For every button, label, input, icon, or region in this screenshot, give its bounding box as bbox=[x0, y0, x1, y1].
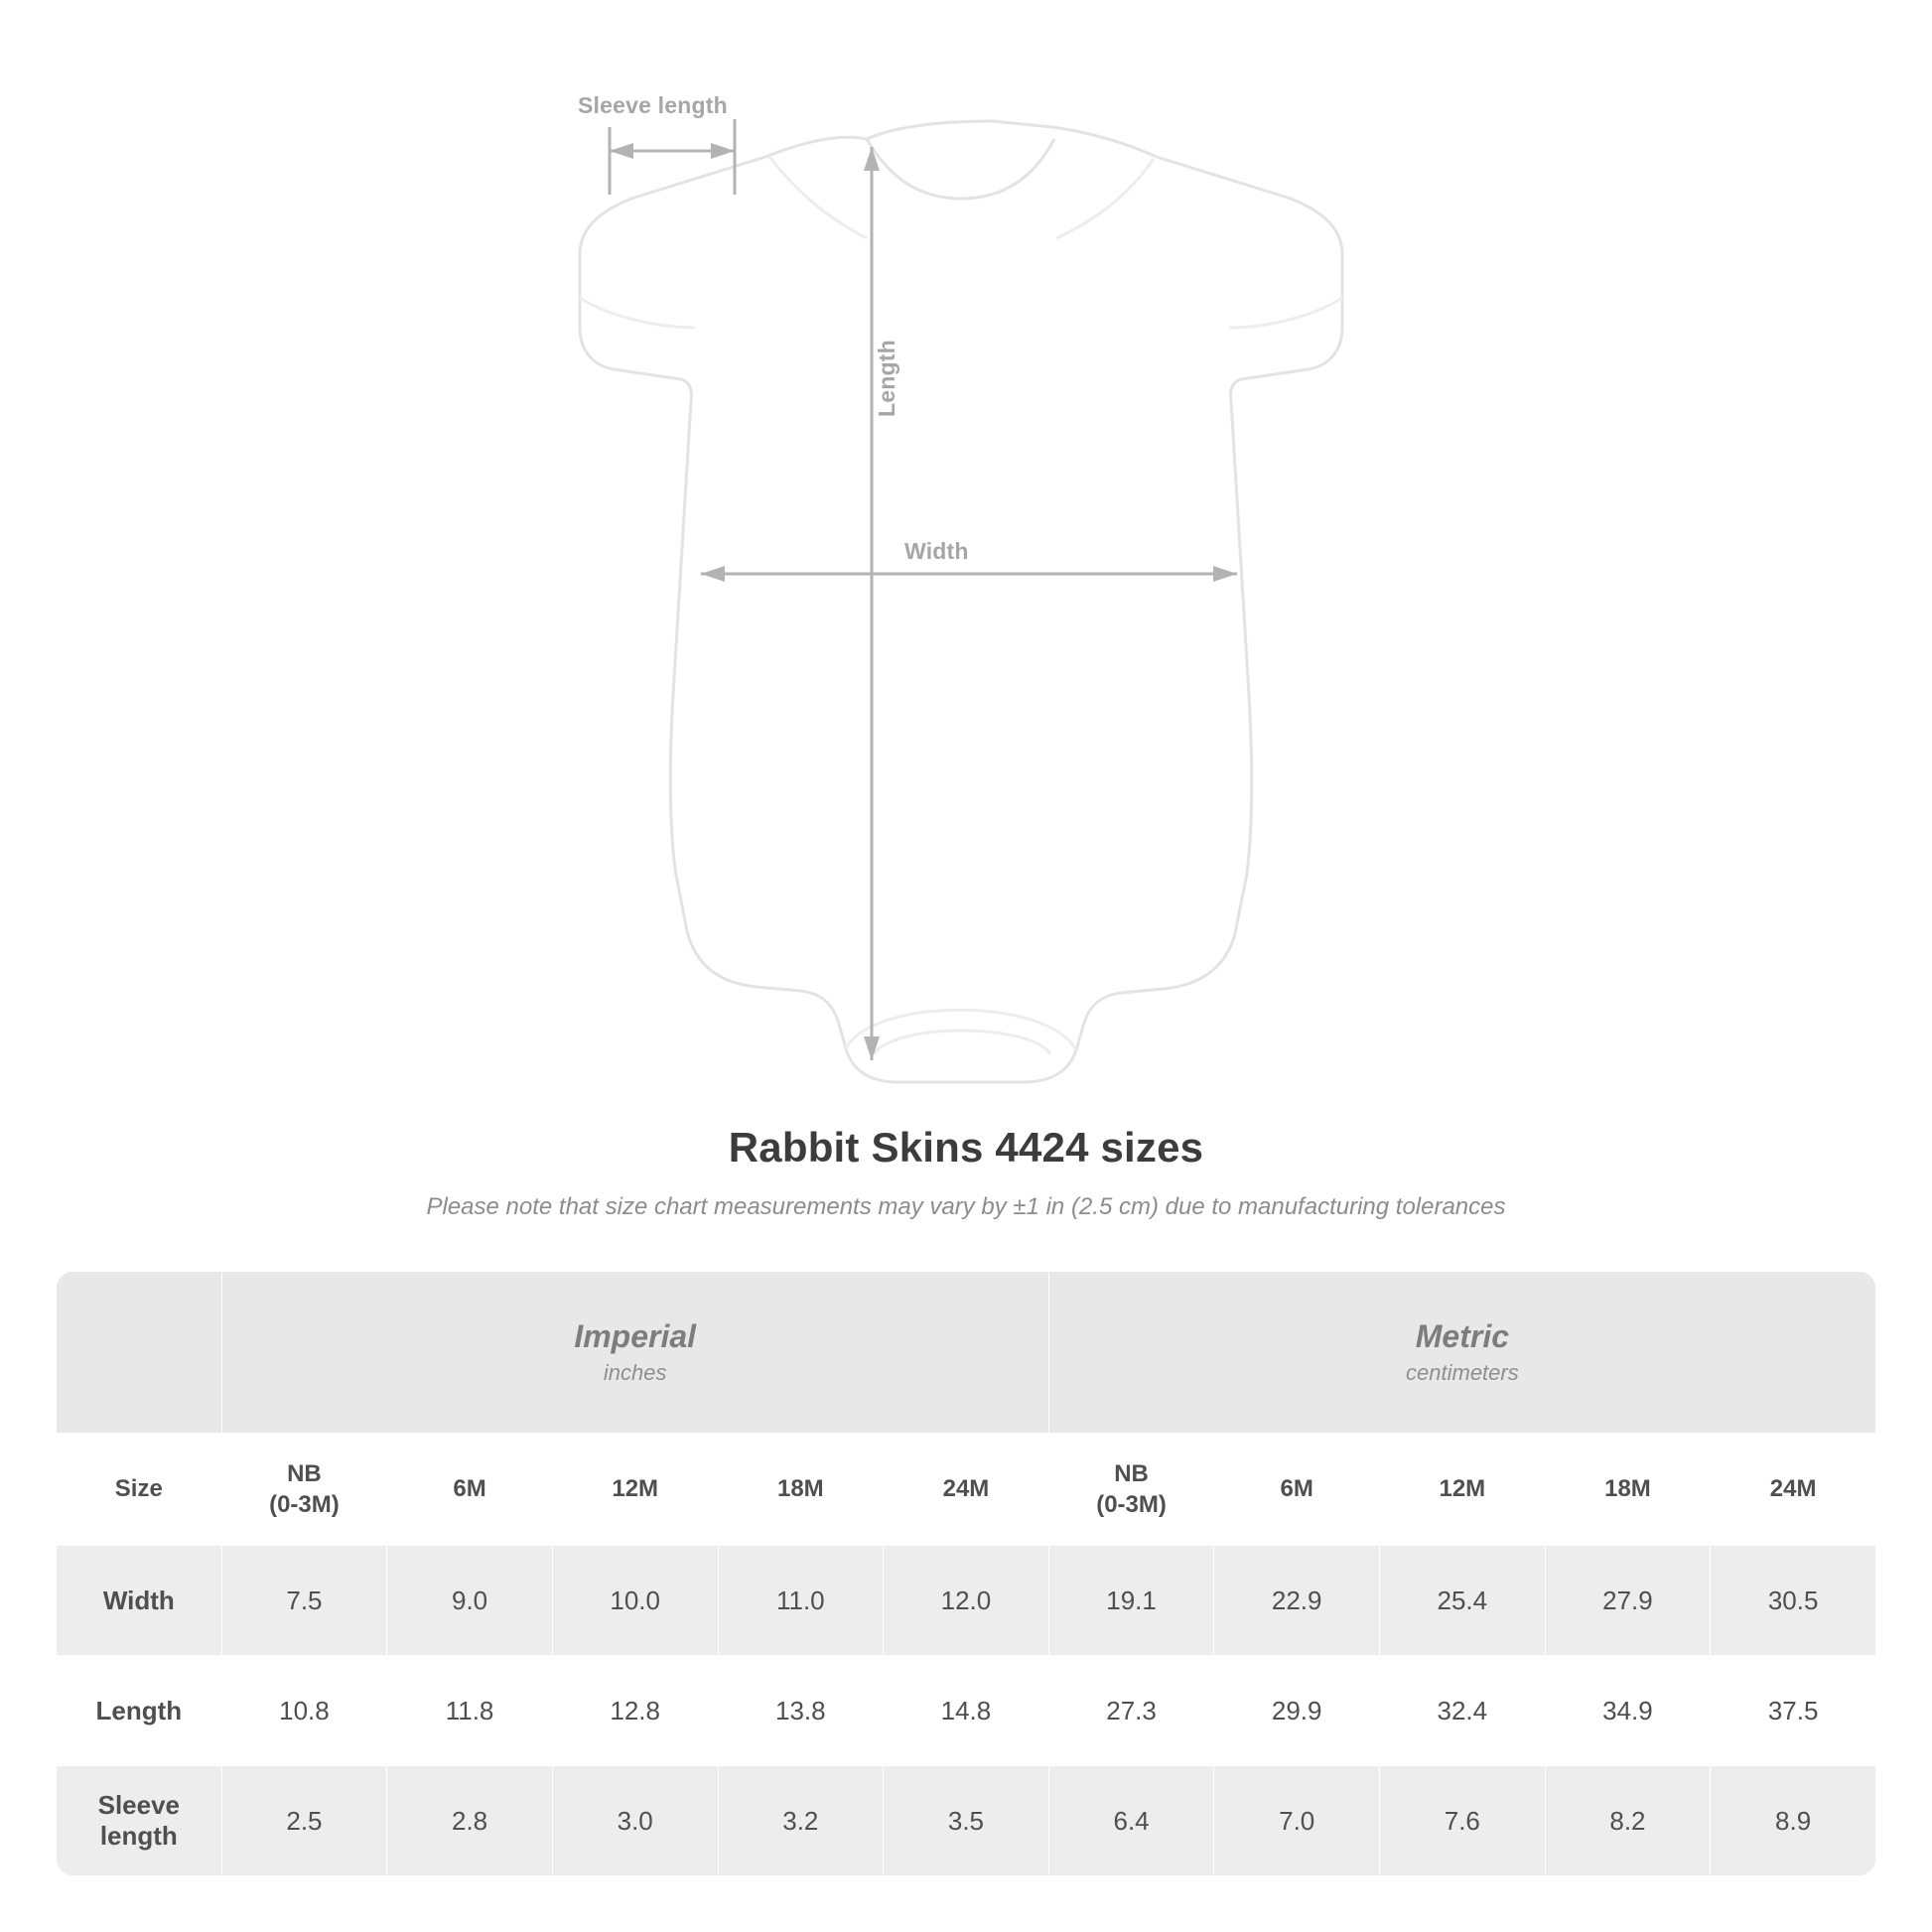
table-cell: 25.4 bbox=[1380, 1546, 1546, 1656]
length-dimension-label: Length bbox=[874, 340, 899, 417]
unit-sub-imperial: inches bbox=[603, 1359, 667, 1385]
table-row bbox=[57, 1656, 1876, 1766]
table-cell: 29.9 bbox=[1214, 1656, 1380, 1766]
unit-header-row bbox=[57, 1272, 1876, 1434]
table-cell: 7.5 bbox=[221, 1546, 387, 1656]
table-cell: 32.4 bbox=[1380, 1656, 1546, 1766]
table-cell: 6.4 bbox=[1048, 1766, 1214, 1876]
width-dimension-label: Width bbox=[904, 538, 969, 564]
table-row bbox=[57, 1766, 1876, 1876]
unit-name-metric: Metric bbox=[1415, 1317, 1509, 1354]
size-header-cell: 24M bbox=[884, 1434, 1049, 1546]
unit-header-imperial bbox=[221, 1272, 1048, 1434]
table-cell: 2.8 bbox=[387, 1766, 553, 1876]
size-header-cell: 6M bbox=[1214, 1434, 1380, 1546]
table-cell: 14.8 bbox=[884, 1656, 1049, 1766]
page-title: Rabbit Skins 4424 sizes bbox=[728, 1124, 1204, 1171]
size-header-cell: 18M bbox=[718, 1434, 884, 1546]
table-cell: 10.0 bbox=[552, 1546, 718, 1656]
row-label: Length bbox=[57, 1656, 222, 1766]
table-cell: 3.0 bbox=[552, 1766, 718, 1876]
table-cell: 2.5 bbox=[221, 1766, 387, 1876]
table-cell: 12.0 bbox=[884, 1546, 1049, 1656]
table-cell: 7.0 bbox=[1214, 1766, 1380, 1876]
page-subtitle: Please note that size chart measurements may vary by ±1 in (2.5 cm) due to manufacturing tolerances bbox=[426, 1193, 1506, 1220]
table-cell: 3.2 bbox=[718, 1766, 884, 1876]
size-header-bottom: (0-3M) bbox=[1096, 1491, 1167, 1518]
table-cell: 13.8 bbox=[718, 1656, 884, 1766]
unit-sub-metric: centimeters bbox=[1406, 1359, 1519, 1385]
size-header-cell: 6M bbox=[387, 1434, 553, 1546]
table-cell: 12.8 bbox=[552, 1656, 718, 1766]
table-cell: 9.0 bbox=[387, 1546, 553, 1656]
size-header-row bbox=[57, 1434, 1876, 1546]
size-header-cell bbox=[1048, 1434, 1214, 1546]
size-table-container bbox=[56, 1271, 1876, 1876]
table-cell: 30.5 bbox=[1711, 1546, 1876, 1656]
table-cell: 3.5 bbox=[884, 1766, 1049, 1876]
size-header-top: NB bbox=[287, 1459, 322, 1487]
table-cell: 11.8 bbox=[387, 1656, 553, 1766]
table-cell: 8.9 bbox=[1711, 1766, 1876, 1876]
unit-header-spacer bbox=[57, 1272, 222, 1434]
table-cell: 19.1 bbox=[1048, 1546, 1214, 1656]
table-cell: 7.6 bbox=[1380, 1766, 1546, 1876]
table-cell: 8.2 bbox=[1545, 1766, 1711, 1876]
size-header-top: NB bbox=[1114, 1459, 1149, 1487]
table-cell: 27.3 bbox=[1048, 1656, 1214, 1766]
size-table bbox=[56, 1271, 1876, 1876]
table-cell: 27.9 bbox=[1545, 1546, 1711, 1656]
table-cell: 37.5 bbox=[1711, 1656, 1876, 1766]
sleeve-length-dimension-label: Sleeve length bbox=[578, 92, 728, 118]
size-header-cell: 12M bbox=[1380, 1434, 1546, 1546]
row-label: Width bbox=[57, 1546, 222, 1656]
size-header-cell: 24M bbox=[1711, 1434, 1876, 1546]
size-header-bottom: (0-3M) bbox=[269, 1491, 340, 1518]
size-header-cell: 18M bbox=[1545, 1434, 1711, 1546]
table-cell: 10.8 bbox=[221, 1656, 387, 1766]
unit-name-imperial: Imperial bbox=[574, 1317, 697, 1354]
table-row bbox=[57, 1546, 1876, 1656]
size-header-cell: 12M bbox=[552, 1434, 718, 1546]
row-label: Sleeve length bbox=[57, 1766, 222, 1876]
table-cell: 34.9 bbox=[1545, 1656, 1711, 1766]
table-cell: 11.0 bbox=[718, 1546, 884, 1656]
unit-header-metric bbox=[1048, 1272, 1875, 1434]
table-cell: 22.9 bbox=[1214, 1546, 1380, 1656]
size-header-cell bbox=[221, 1434, 387, 1546]
row-label-header: Size bbox=[57, 1434, 222, 1546]
